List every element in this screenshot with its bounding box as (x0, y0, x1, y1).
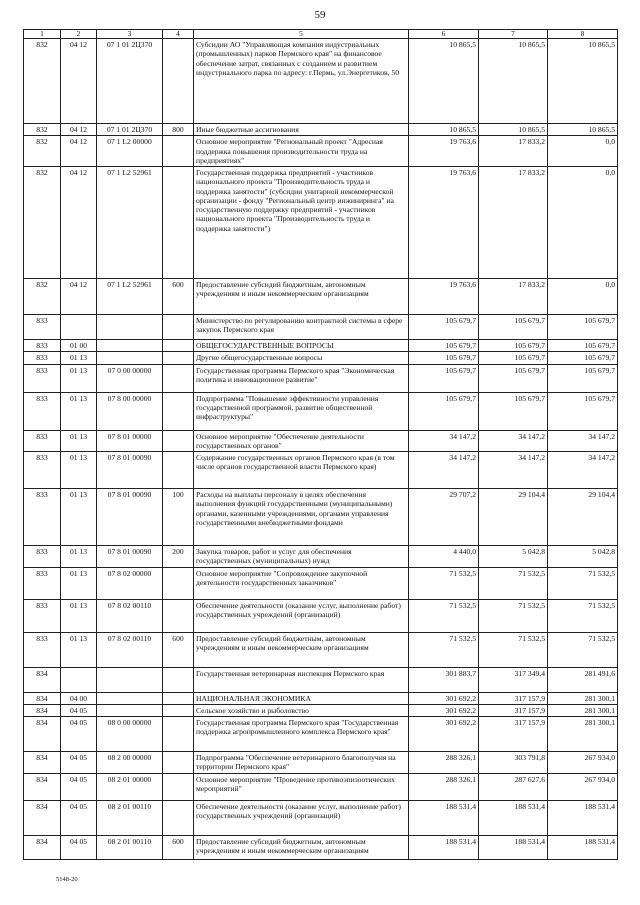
cell-amount-3: 267 934,0 (548, 773, 618, 800)
table-row (24, 546, 618, 568)
cell-admin-code: 833 (24, 546, 61, 568)
cell-amount-2: 287 627,6 (479, 773, 548, 800)
cell-amount-3: 281 300,1 (548, 704, 618, 716)
cell-amount-1: 301 883,7 (409, 667, 479, 692)
cell-amount-2: 188 531,4 (479, 835, 548, 859)
cell-amount-3: 281 300,1 (548, 692, 618, 704)
cell-amount-2: 17 833,2 (479, 136, 548, 167)
cell-section-code: 01 13 (61, 364, 97, 392)
cell-expense-type (163, 340, 194, 352)
cell-amount-1: 71 532,5 (409, 599, 479, 632)
cell-section-code: 04 05 (61, 773, 97, 800)
cell-amount-3: 71 532,5 (548, 599, 618, 632)
cell-amount-3: 0,0 (548, 167, 618, 279)
cell-description: Обеспечение деятельности (оказание услуг, выполнение работ) государственных учреждений (организаций) (194, 800, 409, 835)
cell-amount-1: 105 679,7 (409, 352, 479, 364)
cell-amount-1: 19 763,6 (409, 167, 479, 279)
cell-section-code: 01 13 (61, 430, 97, 452)
cell-description: Другие общегосударственные вопросы (194, 352, 409, 364)
cell-amount-2: 317 157,9 (479, 717, 548, 752)
cell-amount-3: 34 147,2 (548, 430, 618, 452)
cell-amount-1: 34 147,2 (409, 430, 479, 452)
table-row (24, 667, 618, 692)
header-cell: 8 (548, 30, 618, 39)
cell-section-code: 04 12 (61, 136, 97, 167)
cell-admin-code: 832 (24, 167, 61, 279)
cell-expense-type: 600 (163, 279, 194, 315)
cell-amount-2: 105 679,7 (479, 364, 548, 392)
cell-amount-2: 10 865,5 (479, 39, 548, 124)
cell-target-article: 07 8 01 00090 (97, 452, 163, 489)
cell-amount-1: 4 440,0 (409, 546, 479, 568)
cell-description: Государственная программа Пермского края "Экономическая политика и инновационное развитие" (194, 364, 409, 392)
cell-section-code: 04 05 (61, 704, 97, 716)
table-row (24, 279, 618, 315)
cell-description: Обеспечение деятельности (оказание услуг, выполнение работ) государственных учреждений (организаций) (194, 599, 409, 632)
cell-target-article: 07 8 02 00000 (97, 567, 163, 599)
header-cell: 4 (163, 30, 194, 39)
cell-amount-2: 71 532,5 (479, 632, 548, 667)
header-cell: 6 (409, 30, 479, 39)
cell-description: Сельское хозяйство и рыболовство (194, 704, 409, 716)
cell-amount-2: 17 833,2 (479, 167, 548, 279)
cell-section-code: 04 12 (61, 167, 97, 279)
cell-section-code: 01 13 (61, 599, 97, 632)
table-row (24, 430, 618, 452)
cell-amount-3: 0,0 (548, 279, 618, 315)
cell-admin-code: 834 (24, 667, 61, 692)
cell-amount-2: 5 042,8 (479, 546, 548, 568)
cell-target-article: 07 1 L2 00000 (97, 136, 163, 167)
cell-amount-1: 71 532,5 (409, 632, 479, 667)
cell-amount-3: 71 532,5 (548, 567, 618, 599)
cell-amount-1: 105 679,7 (409, 364, 479, 392)
cell-admin-code: 833 (24, 567, 61, 599)
table-row (24, 704, 618, 716)
cell-amount-3: 105 679,7 (548, 364, 618, 392)
cell-target-article (97, 667, 163, 692)
cell-amount-2: 10 865,5 (479, 124, 548, 136)
cell-target-article: 07 8 02 00110 (97, 632, 163, 667)
table-row (24, 352, 618, 364)
cell-amount-1: 19 763,6 (409, 279, 479, 315)
header-cell: 5 (194, 30, 409, 39)
cell-section-code: 04 12 (61, 124, 97, 136)
cell-admin-code: 834 (24, 752, 61, 774)
page-number: 59 (314, 9, 326, 21)
cell-target-article (97, 352, 163, 364)
cell-section-code: 04 05 (61, 800, 97, 835)
cell-expense-type (163, 692, 194, 704)
cell-amount-3: 188 531,4 (548, 835, 618, 859)
header-cell: 3 (97, 30, 163, 39)
cell-description: Государственная поддержка предприятий - участников национального проекта "Производительность труда и поддержка занятости" (субсидии унитарной некоммерческой организации - фонду "Региональный центр инжиниринга" на государственную поддержку предприятий - участников национального проекта "Производительность труда и поддержка занятости") (194, 167, 409, 279)
cell-amount-1: 34 147,2 (409, 452, 479, 489)
header-cell: 1 (24, 30, 61, 39)
cell-description: Предоставление субсидий бюджетным, автономным учреждениям и иным некоммерческим организациям (194, 632, 409, 667)
table-row (24, 752, 618, 774)
cell-amount-1: 10 865,5 (409, 124, 479, 136)
cell-target-article: 07 8 01 00000 (97, 430, 163, 452)
cell-amount-1: 301 692,2 (409, 704, 479, 716)
cell-target-article: 07 8 00 00000 (97, 392, 163, 430)
header-row (24, 30, 618, 39)
cell-amount-1: 105 679,7 (409, 340, 479, 352)
cell-amount-3: 281 491,6 (548, 667, 618, 692)
cell-admin-code: 834 (24, 704, 61, 716)
cell-description: Государственная программа Пермского края "Государственная поддержка агропромышленного комплекса Пермского края" (194, 717, 409, 752)
cell-description: Подпрограмма "Обеспечение ветеринарного благополучия на территории Пермского края" (194, 752, 409, 774)
cell-section-code: 01 13 (61, 392, 97, 430)
cell-description: Предоставление субсидий бюджетным, автономным учреждениям и иным некоммерческим организациям (194, 279, 409, 315)
cell-description: Министерство по регулированию контрактной системы в сфере закупок Пермского края (194, 315, 409, 340)
table-row (24, 315, 618, 340)
cell-amount-3: 10 865,5 (548, 39, 618, 124)
cell-target-article: 08 0 00 00000 (97, 717, 163, 752)
cell-section-code: 04 05 (61, 752, 97, 774)
cell-amount-1: 288 326,1 (409, 773, 479, 800)
cell-description: Содержание государственных органов Пермского края (в том числе органов государственной власти Пермского края) (194, 452, 409, 489)
cell-amount-3: 188 531,4 (548, 800, 618, 835)
cell-amount-1: 71 532,5 (409, 567, 479, 599)
cell-target-article (97, 315, 163, 340)
cell-description: Государственная ветеринарная инспекция Пермского края (194, 667, 409, 692)
cell-amount-3: 105 679,7 (548, 340, 618, 352)
cell-target-article: 07 1 01 2Ц370 (97, 39, 163, 124)
cell-expense-type (163, 452, 194, 489)
cell-amount-3: 105 679,7 (548, 315, 618, 340)
cell-amount-2: 71 532,5 (479, 599, 548, 632)
cell-expense-type (163, 667, 194, 692)
cell-section-code: 01 13 (61, 452, 97, 489)
cell-amount-2: 105 679,7 (479, 392, 548, 430)
cell-expense-type (163, 352, 194, 364)
cell-amount-1: 301 692,2 (409, 692, 479, 704)
cell-amount-3: 105 679,7 (548, 352, 618, 364)
cell-description: НАЦИОНАЛЬНАЯ ЭКОНОМИКА (194, 692, 409, 704)
cell-description: Основное мероприятие "Проведение противоэпизоотических мероприятий" (194, 773, 409, 800)
cell-amount-3: 5 042,8 (548, 546, 618, 568)
cell-expense-type (163, 167, 194, 279)
cell-amount-1: 288 326,1 (409, 752, 479, 774)
cell-amount-3: 10 865,5 (548, 124, 618, 136)
cell-amount-2: 317 157,9 (479, 704, 548, 716)
cell-expense-type (163, 752, 194, 774)
cell-amount-2: 317 157,9 (479, 692, 548, 704)
cell-amount-2: 17 833,2 (479, 279, 548, 315)
cell-amount-1: 29 707,2 (409, 489, 479, 546)
cell-amount-3: 34 147,2 (548, 452, 618, 489)
cell-section-code: 04 12 (61, 279, 97, 315)
cell-amount-1: 188 531,4 (409, 800, 479, 835)
cell-section-code: 01 13 (61, 632, 97, 667)
cell-expense-type (163, 800, 194, 835)
cell-description: Субсидии АО "Управляющая компания индустриальных (промышленных) парков Пермского края" на финансовое обеспечение затрат, связанных с созданием и развитием индустриального парка по адресу: г.Пермь, ул.Энергетиков, 50 (194, 39, 409, 124)
table-row (24, 632, 618, 667)
cell-amount-2: 29 104,4 (479, 489, 548, 546)
cell-target-article: 07 0 00 00000 (97, 364, 163, 392)
cell-description: Закупка товаров, работ и услуг для обеспечения государственных (муниципальных) нужд (194, 546, 409, 568)
cell-amount-2: 71 532,5 (479, 567, 548, 599)
cell-admin-code: 832 (24, 279, 61, 315)
table-row (24, 835, 618, 859)
cell-admin-code: 833 (24, 364, 61, 392)
cell-section-code: 01 13 (61, 489, 97, 546)
cell-expense-type (163, 136, 194, 167)
cell-amount-2: 188 531,4 (479, 800, 548, 835)
cell-admin-code: 832 (24, 39, 61, 124)
cell-admin-code: 832 (24, 136, 61, 167)
cell-expense-type (163, 430, 194, 452)
cell-description: Предоставление субсидий бюджетным, автономным учреждениям и иным некоммерческим организациям (194, 835, 409, 859)
table-row (24, 124, 618, 136)
cell-expense-type (163, 364, 194, 392)
cell-amount-2: 317 349,4 (479, 667, 548, 692)
table-row (24, 39, 618, 124)
cell-amount-1: 19 763,6 (409, 136, 479, 167)
cell-amount-1: 188 531,4 (409, 835, 479, 859)
budget-table (23, 29, 618, 860)
cell-admin-code: 833 (24, 315, 61, 340)
cell-target-article: 08 2 01 00110 (97, 835, 163, 859)
cell-section-code: 04 12 (61, 39, 97, 124)
cell-section-code: 04 05 (61, 717, 97, 752)
cell-target-article: 07 8 02 00110 (97, 599, 163, 632)
table-row (24, 773, 618, 800)
cell-admin-code: 833 (24, 452, 61, 489)
cell-target-article: 07 8 01 00090 (97, 546, 163, 568)
cell-description: Расходы на выплаты персоналу в целях обеспечения выполнения функций государственными (муниципальными) органами, казенными учреждениями, органами управления государственными внебюджетными фондами (194, 489, 409, 546)
cell-target-article: 07 8 01 00090 (97, 489, 163, 546)
cell-section-code (61, 667, 97, 692)
cell-expense-type: 200 (163, 546, 194, 568)
cell-admin-code: 833 (24, 352, 61, 364)
cell-expense-type (163, 315, 194, 340)
cell-amount-2: 34 147,2 (479, 452, 548, 489)
table-row (24, 452, 618, 489)
cell-target-article (97, 692, 163, 704)
table-row (24, 167, 618, 279)
cell-amount-2: 105 679,7 (479, 340, 548, 352)
cell-description: Основное мероприятие "Сопровождение закупочной деятельности государственных заказчиков" (194, 567, 409, 599)
cell-description: Основное мероприятие "Региональный проект "Адресная поддержка повышения производительности труда на предприятиях" (194, 136, 409, 167)
cell-section-code (61, 315, 97, 340)
cell-target-article: 08 2 00 00000 (97, 752, 163, 774)
cell-section-code: 01 00 (61, 340, 97, 352)
cell-section-code: 04 05 (61, 835, 97, 859)
cell-admin-code: 834 (24, 800, 61, 835)
table-row (24, 392, 618, 430)
cell-admin-code: 833 (24, 340, 61, 352)
cell-target-article (97, 340, 163, 352)
cell-amount-1: 105 679,7 (409, 315, 479, 340)
table-row (24, 340, 618, 352)
cell-description: Иные бюджетные ассигнования (194, 124, 409, 136)
cell-amount-2: 34 147,2 (479, 430, 548, 452)
cell-admin-code: 834 (24, 773, 61, 800)
table-row (24, 364, 618, 392)
cell-amount-3: 29 104,4 (548, 489, 618, 546)
cell-admin-code: 834 (24, 835, 61, 859)
cell-expense-type (163, 717, 194, 752)
cell-admin-code: 834 (24, 717, 61, 752)
cell-admin-code: 833 (24, 489, 61, 546)
cell-section-code: 01 13 (61, 567, 97, 599)
cell-amount-1: 105 679,7 (409, 392, 479, 430)
cell-amount-3: 71 532,5 (548, 632, 618, 667)
cell-expense-type (163, 39, 194, 124)
cell-admin-code: 833 (24, 430, 61, 452)
cell-amount-1: 10 865,5 (409, 39, 479, 124)
table-row (24, 489, 618, 546)
cell-expense-type (163, 704, 194, 716)
cell-admin-code: 833 (24, 632, 61, 667)
cell-amount-1: 301 692,2 (409, 717, 479, 752)
table-row (24, 717, 618, 752)
cell-target-article: 07 1 01 2Ц370 (97, 124, 163, 136)
cell-expense-type (163, 599, 194, 632)
table-row (24, 599, 618, 632)
cell-amount-2: 303 791,8 (479, 752, 548, 774)
footer-code: 5148-20 (56, 876, 78, 883)
cell-amount-2: 105 679,7 (479, 352, 548, 364)
table-row (24, 567, 618, 599)
cell-expense-type (163, 773, 194, 800)
cell-description: Подпрограмма "Повышение эффективности управления государственной программой, развитие общественной инфраструктуры" (194, 392, 409, 430)
table-row (24, 692, 618, 704)
cell-target-article (97, 704, 163, 716)
cell-section-code: 04 00 (61, 692, 97, 704)
table-row (24, 800, 618, 835)
cell-amount-3: 0,0 (548, 136, 618, 167)
cell-expense-type: 100 (163, 489, 194, 546)
cell-amount-3: 281 300,1 (548, 717, 618, 752)
header-cell: 2 (61, 30, 97, 39)
cell-target-article: 08 2 01 00000 (97, 773, 163, 800)
cell-expense-type: 800 (163, 124, 194, 136)
cell-expense-type: 600 (163, 632, 194, 667)
cell-admin-code: 833 (24, 599, 61, 632)
cell-expense-type (163, 392, 194, 430)
cell-target-article: 07 1 L2 52961 (97, 167, 163, 279)
cell-admin-code: 832 (24, 124, 61, 136)
cell-section-code: 01 13 (61, 546, 97, 568)
cell-admin-code: 834 (24, 692, 61, 704)
cell-expense-type: 600 (163, 835, 194, 859)
cell-expense-type (163, 567, 194, 599)
cell-amount-3: 105 679,7 (548, 392, 618, 430)
cell-section-code: 01 13 (61, 352, 97, 364)
cell-admin-code: 833 (24, 392, 61, 430)
cell-amount-3: 267 934,0 (548, 752, 618, 774)
header-cell: 7 (479, 30, 548, 39)
cell-target-article: 08 2 01 00110 (97, 800, 163, 835)
cell-description: Основное мероприятие "Обеспечение деятельности государственных органов" (194, 430, 409, 452)
cell-target-article: 07 1 L2 52961 (97, 279, 163, 315)
table-row (24, 136, 618, 167)
table-body (24, 39, 618, 860)
cell-amount-2: 105 679,7 (479, 315, 548, 340)
cell-description: ОБЩЕГОСУДАРСТВЕННЫЕ ВОПРОСЫ (194, 340, 409, 352)
